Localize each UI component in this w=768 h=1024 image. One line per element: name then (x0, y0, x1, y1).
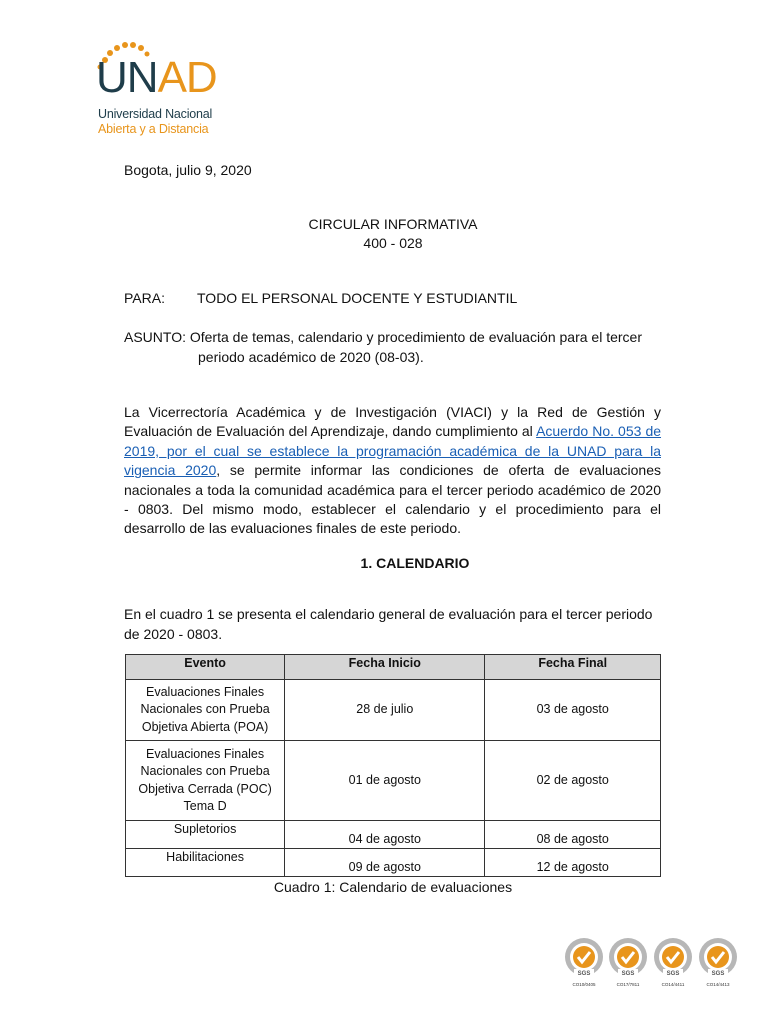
intro-text-after: , se permite informar las condiciones de oferta de evaluaciones nacionales a toda la comunidad académica para el tercer periodo académico de 2020 - 0803. Del mismo modo, establecer el calendario y el procedimiento para el desarrollo de las evaluaciones finales de este periodo. (124, 462, 661, 537)
svg-text:SGS: SGS (621, 971, 635, 977)
cell-end: 12 de agosto (485, 849, 661, 877)
table-row (126, 849, 661, 877)
document-date: Bogota, julio 9, 2020 (124, 162, 252, 178)
calendar-intro: En el cuadro 1 se presenta el calendario general de evaluación para el tercer periodo de 2020 - 0803. (124, 606, 653, 642)
calendar-table (125, 654, 661, 877)
heading-title: CIRCULAR INFORMATIVA (308, 216, 478, 232)
cell-event: Supletorios (126, 821, 285, 849)
cell-event: Evaluaciones Finales Nacionales con Prueba Objetiva Abierta (POA) (126, 680, 285, 741)
asunto-line-2: periodo académico de 2020 (08-03). (198, 348, 424, 365)
table-header-row (126, 655, 661, 680)
logo-wordmark: UNAD (96, 53, 217, 102)
seal-code: CO17/7811 (616, 982, 640, 987)
certification-seal (563, 936, 605, 1006)
seal-code: CO14/4413 (706, 982, 730, 987)
logo-subtitle-1: Universidad Nacional (98, 107, 213, 121)
table-row (126, 821, 661, 849)
cell-start: 09 de agosto (285, 849, 485, 877)
cell-start: 01 de agosto (285, 741, 485, 821)
cell-start: 04 de agosto (285, 821, 485, 849)
header-event: Evento (126, 655, 285, 680)
sgs-seal-icon (563, 936, 605, 982)
svg-text:SGS: SGS (711, 971, 725, 977)
unad-logo (96, 40, 226, 136)
intro-text-before: La Vicerrectoría Académica y de Investigación (VIACI) y la Red de Gestión y Evaluación de Evaluación del Aprendizaje, dando cumplimiento al (124, 404, 661, 440)
agreement-link[interactable]: Acuerdo No. 053 de 2019, por el cual se establece la programación académica de la UNAD para la vigencia 2020 (124, 423, 662, 479)
sgs-seal-icon (697, 936, 739, 982)
cell-start: 28 de julio (285, 680, 485, 741)
table-caption: Cuadro 1: Calendario de evaluaciones (273, 879, 513, 895)
certification-seal (607, 936, 649, 1006)
certification-seal (697, 936, 739, 1006)
cell-event: Habilitaciones (126, 849, 285, 877)
seal-code: CO14/4411 (661, 982, 685, 987)
document-heading (0, 215, 768, 253)
sgs-seal-icon (607, 936, 649, 982)
section-title: 1. CALENDARIO (360, 555, 470, 571)
para-value: TODO EL PERSONAL DOCENTE Y ESTUDIANTIL (197, 290, 518, 306)
svg-text:SGS: SGS (666, 971, 680, 977)
heading-number: 400 - 028 (363, 235, 423, 251)
svg-text:SGS: SGS (577, 971, 591, 977)
intro-paragraph (124, 403, 661, 539)
asunto-line-1: ASUNTO: Oferta de temas, calendario y procedimiento de evaluación para el tercer (124, 329, 642, 345)
sgs-seal-icon (652, 936, 694, 982)
table-row (126, 680, 661, 741)
asunto-block (124, 328, 664, 367)
header-start: Fecha Inicio (285, 655, 485, 680)
para-line (124, 290, 517, 306)
cell-end: 03 de agosto (485, 680, 661, 741)
table-row (126, 741, 661, 821)
para-label: PARA: (124, 290, 165, 306)
cell-end: 02 de agosto (485, 741, 661, 821)
cell-end: 08 de agosto (485, 821, 661, 849)
logo-subtitle-2: Abierta y a Distancia (98, 122, 209, 136)
seal-code: CO10/0405 (572, 982, 596, 987)
certification-seal (652, 936, 694, 1006)
cell-event: Evaluaciones Finales Nacionales con Prueba Objetiva Cerrada (POC) Tema D (126, 741, 285, 821)
header-end: Fecha Final (485, 655, 661, 680)
